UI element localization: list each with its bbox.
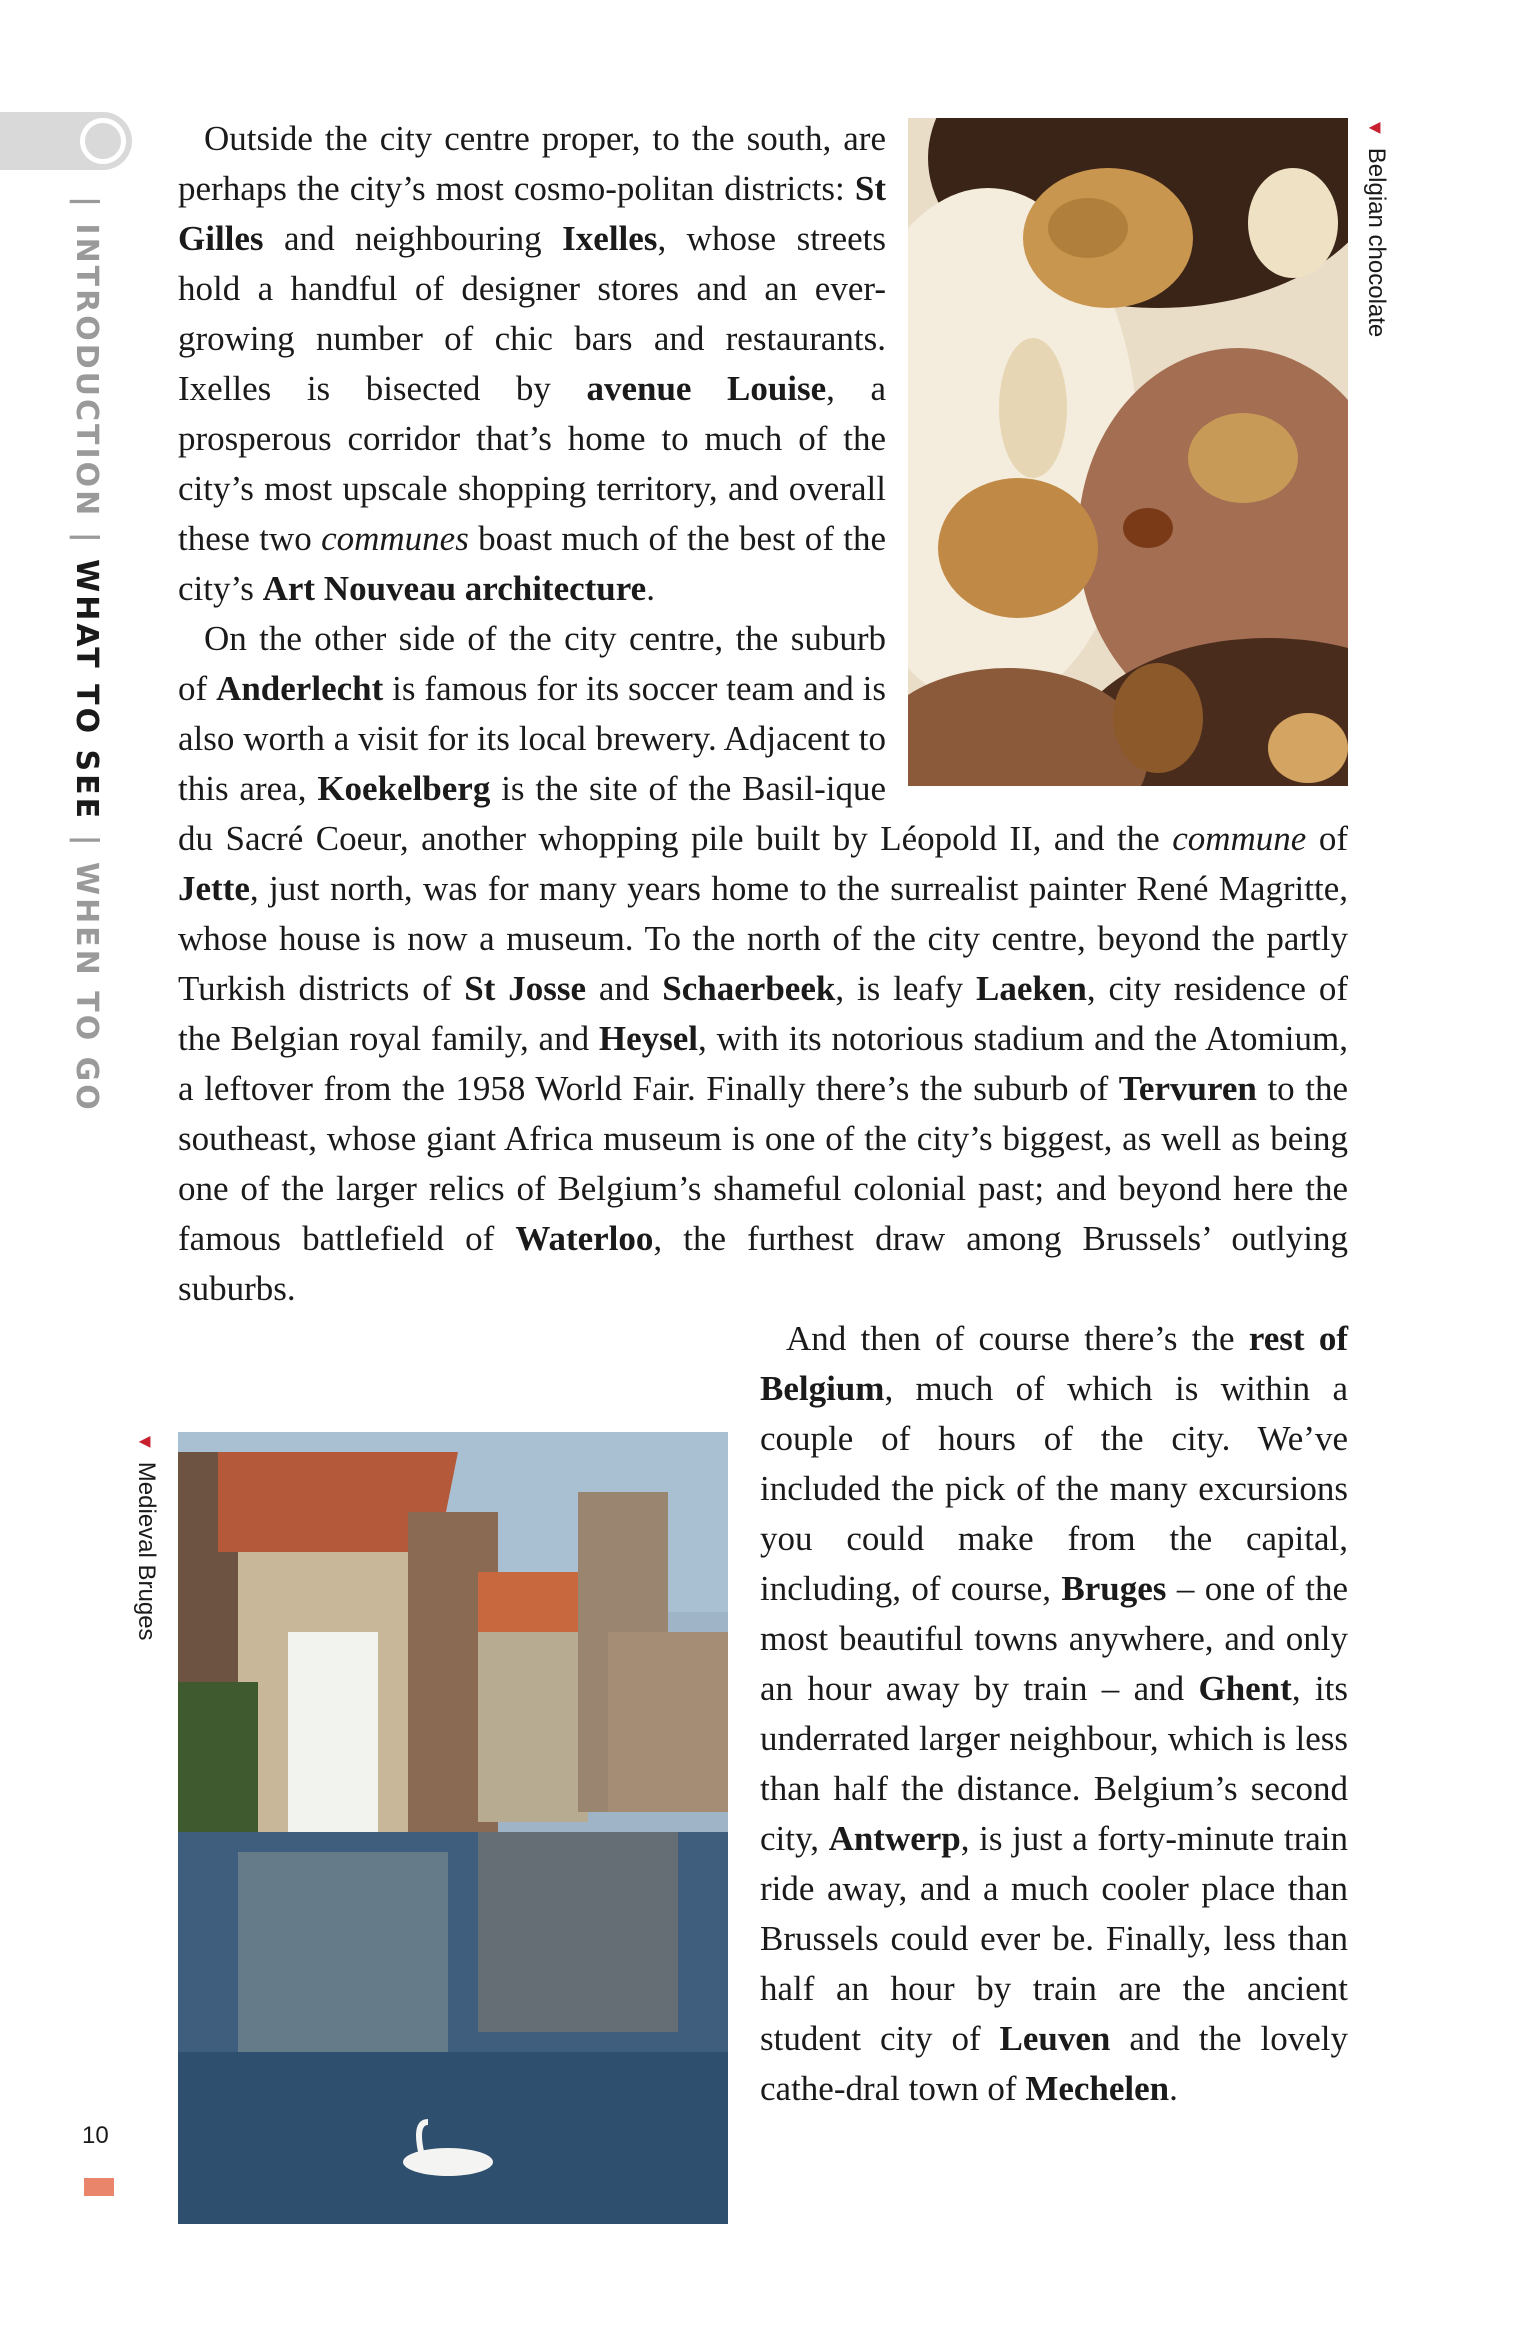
caption-triangle-icon: ▼	[1364, 118, 1386, 138]
nav-separator: |	[69, 196, 104, 224]
nav-separator: |	[69, 821, 104, 862]
nav-when-to-go: WHEN TO GO	[69, 861, 104, 1113]
paragraph-1: Outside the city centre proper, to the south, are perhaps the city’s most cosmo-politan districts: St Gilles and neighbouring Ixelles, whose streets hold a handful of designer stores and an ever-growing number of chic bars and restaurants. Ixelles is bisected by avenue Louise, a prosperous corridor that’s home to much of the city’s most upscale shopping territory, and overall these two communes boast much of the best of the city’s Art Nouveau architecture.	[178, 119, 886, 608]
nav-separator: |	[69, 518, 104, 560]
section-tab	[0, 112, 132, 170]
section-nav	[69, 196, 105, 1113]
caption-triangle-icon: ▼	[134, 1432, 156, 1452]
chocolate-float-spacer	[886, 114, 1348, 794]
page-number: 10	[82, 2122, 109, 2149]
article-text	[178, 114, 1348, 2214]
bruges-caption: ▼Medieval Bruges	[133, 1432, 160, 1641]
paragraph-2: On the other side of the city centre, the suburb of Anderlecht is famous for its soccer team and is also worth a visit for its local brewery. Adjacent to this area, Koekelberg is the site of the Basil-ique du Sacré Coeur, another whopping pile built by Léopold II, and the commune of Jette, just north, was for many years home to the surrealist painter René Magritte, whose house is now a museum. To the north of the city centre, beyond the partly Turkish districts of St Josse and Schaerbeek, is leafy Laeken, city residence of the Belgian royal family, and Heysel, with its notorious stadium and the Atomium, a leftover from the 1958 World Fair. Finally there’s the suburb of Tervuren to the southeast, whose giant Africa museum is one of the city’s biggest, as well as being one of the larger relics of Belgium’s shameful colonial past; and beyond here the famous battlefield of Waterloo, the furthest draw among Brussels’ outlying suburbs.	[178, 619, 1348, 1308]
paragraph-3: And then of course there’s the rest of Belgium, much of which is within a couple of hours of the city. We’ve included the pick of the many excursions you could make from the capital, including, of course, Bruges – one of the most beautiful towns anywhere, and only an hour away by train – and Ghent, its underrated larger neighbour, which is less than half the distance. Belgium’s second city, Antwerp, is just a forty-minute train ride away, and a much cooler place than Brussels could ever be. Finally, less than half an hour by train are the ancient student city of Leuven and the lovely cathe-dral town of Mechelen.	[760, 1319, 1349, 2108]
chocolate-caption: ▼Belgian chocolate	[1363, 118, 1390, 338]
tab-circle-icon	[80, 118, 126, 164]
nav-what-to-see: WHAT TO SEE	[69, 559, 104, 822]
nav-introduction: INTRODUCTION	[69, 223, 104, 519]
page-mark	[84, 2178, 114, 2196]
section-nav-text	[69, 196, 104, 1113]
bruges-float-spacer	[178, 1314, 760, 2122]
